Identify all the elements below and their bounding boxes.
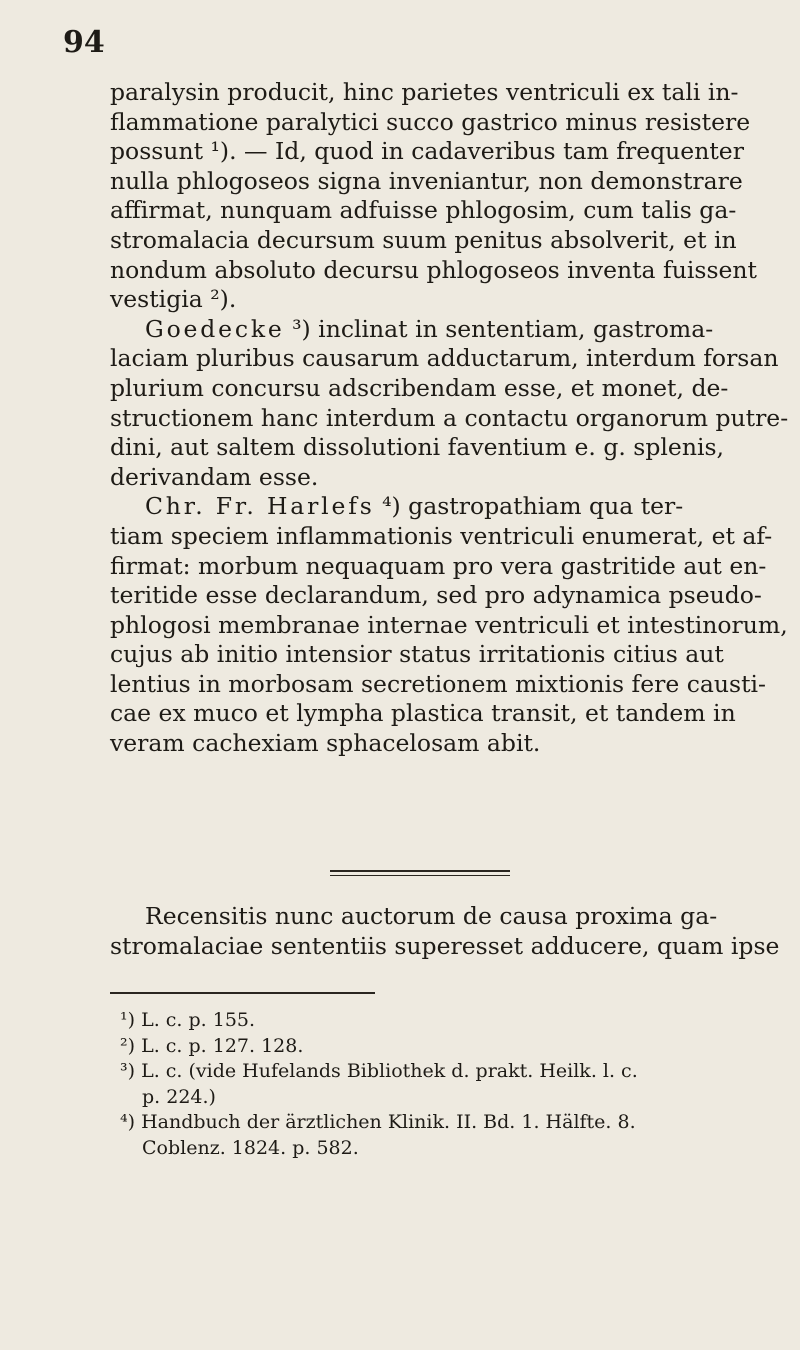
text-line: paralysin producit, hinc parietes ventriculi ex tali in- [110, 78, 739, 106]
text-line: firmat: morbum nequaquam pro vera gastritide aut en- [110, 551, 767, 580]
text-line: flammatione paralytici succo gastrico minus resistere [110, 107, 751, 136]
line-text: ⁴) gastropathiam qua ter- [374, 492, 684, 521]
text-line: teritide esse declarandum, sed pro adynamica pseudo- [110, 581, 762, 610]
text-line: nondum absoluto decursu phlogoseos inventa fuissent [110, 255, 757, 284]
paragraph-3 [110, 492, 800, 758]
main-text [110, 78, 800, 759]
footnote-text: Coblenz. 1824. p. 582. [142, 1136, 359, 1159]
text-line: veram cachexiam sphacelosam abit. [110, 729, 541, 758]
text-line: tiam speciem inflammationis ventriculi enumerat, et af- [110, 521, 773, 550]
text-line: derivandam esse. [110, 462, 319, 491]
footnote-text: L. c. (vide Hufelands Bibliothek d. prakt. Heilk. l. c. [141, 1060, 638, 1082]
footnote [120, 1059, 790, 1085]
text-line: affirmat, nunquam adfuisse phlogosim, cum talis ga- [110, 196, 737, 225]
footnote-mark: ³) [120, 1060, 136, 1082]
text-line: structionem hanc interdum a contactu organorum putre- [110, 403, 789, 432]
text-line: stromalaciae sententiis superesset adducere, quam ipse [110, 931, 780, 960]
author-name: Chr. Fr. Harlefs [145, 492, 375, 521]
footnote-text: L. c. p. 155. [141, 1009, 256, 1031]
text-line: laciam pluribus causarum adductarum, interdum forsan [110, 344, 779, 373]
footnote-mark: ¹) [120, 1009, 136, 1031]
divider-rule [330, 870, 510, 872]
text-line: possunt ¹). — Id, quod in cadaveribus tam frequenter [110, 137, 744, 166]
footnotes [120, 1008, 790, 1161]
footnote [120, 1110, 790, 1136]
text-line: vestigia ²). [110, 285, 237, 314]
text-line: cae ex muco et lympha plastica transit, et tandem in [110, 699, 736, 728]
footnote-separator [110, 992, 375, 994]
paragraph-2 [110, 315, 800, 493]
page-number: 94 [63, 25, 105, 60]
divider-rule [330, 875, 510, 877]
text-line: lentius in morbosam secretionem mixtionis fere causti- [110, 669, 766, 698]
text-line: dini, aut saltem dissolutioni faventium e. g. splenis, [110, 433, 725, 462]
text-line: stromalacia decursum suum penitus absolverit, et in [110, 225, 737, 254]
paragraph-1 [110, 78, 800, 315]
footnote-continuation [120, 1085, 790, 1111]
text-line: nulla phlogoseos signa inveniantur, non demonstrare [110, 166, 743, 195]
author-name: Goedecke [145, 314, 285, 343]
footnote-text: Handbuch der ärztlichen Klinik. II. Bd. 1. Hälfte. 8. [141, 1111, 636, 1133]
footnote-text: L. c. p. 127. 128. [141, 1034, 304, 1057]
footnote-continuation [120, 1136, 790, 1162]
text-line [110, 492, 800, 522]
text-line [110, 315, 800, 345]
footnote-mark: ²) [120, 1034, 136, 1057]
text-line: phlogosi membranae internae ventriculi et intestinorum, [110, 610, 788, 639]
footnote [120, 1008, 790, 1034]
text-line: plurium concursu adscribendam esse, et monet, de- [110, 373, 729, 402]
text-line: cujus ab initio intensior status irritationis citius aut [110, 640, 724, 669]
section-divider [330, 870, 510, 879]
paragraph-4 [110, 902, 800, 961]
footnote-text: p. 224.) [142, 1085, 216, 1108]
text-line: Recensitis nunc auctorum de causa proxima ga- [145, 902, 718, 930]
footnote-mark: ⁴) [120, 1111, 136, 1133]
footnote [120, 1034, 790, 1060]
line-text: ³) inclinat in sententiam, gastroma- [284, 314, 714, 343]
